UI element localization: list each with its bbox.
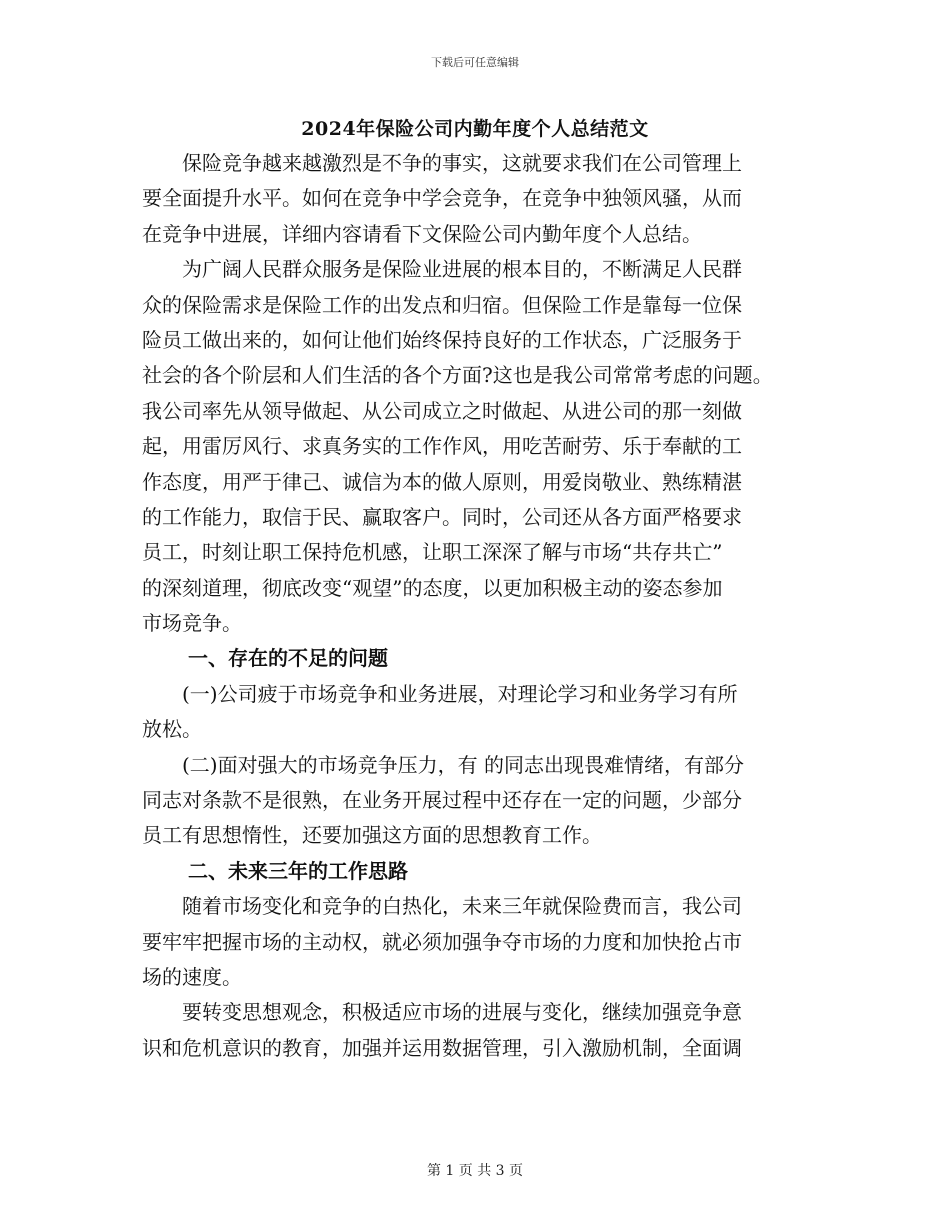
paragraph-line: 要全面提升水平。如何在竞争中学会竞争，在竞争中独领风骚，从而 <box>142 186 742 211</box>
page-header-note: 下载后可任意编辑 <box>431 56 519 69</box>
paragraph-line: 在竞争中进展，详细内容请看下文保险公司内勤年度个人总结。 <box>142 221 702 246</box>
paragraph-line: 识和危机意识的教育，加强并运用数据管理，引入激励机制，全面调 <box>142 1035 742 1060</box>
section-heading: 二、未来三年的工作思路 <box>188 858 408 883</box>
paragraph-line: 我公司率先从领导做起、从公司成立之时做起、从进公司的那一刻做 <box>142 398 742 423</box>
paragraph-line: 众的保险需求是保险工作的出发点和归宿。但保险工作是靠每一位保 <box>142 292 742 317</box>
paragraph-line: 的工作能力，取信于民、赢取客户。同时，公司还从各方面严格要求 <box>142 504 742 529</box>
section-heading: 一、存在的不足的问题 <box>188 646 388 671</box>
paragraph-line: 起，用雷厉风行、求真务实的工作作风，用吃苦耐劳、乐于奉献的工 <box>142 434 742 459</box>
paragraph-line: (一)公司疲于市场竞争和业务进展，对理论学习和业务学习有所 <box>182 681 738 706</box>
paragraph-line: 放松。 <box>142 717 202 742</box>
paragraph-line: 社会的各个阶层和人们生活的各个方面?这也是我公司常常考虑的问题。 <box>142 363 773 388</box>
paragraph-line: 为广阔人民群众服务是保险业进展的根本目的，不断满足人民群 <box>182 257 742 282</box>
paragraph-line: 随着市场变化和竞争的白热化，未来三年就保险费而言，我公司 <box>182 894 742 919</box>
paragraph-line: 险员工做出来的，如何让他们始终保持良好的工作状态，广泛服务于 <box>142 327 742 352</box>
paragraph-line: 要牢牢把握市场的主动权，就必须加强争夺市场的力度和加快抢占市 <box>142 929 742 954</box>
paragraph-line: 保险竞争越来越激烈是不争的事实，这就要求我们在公司管理上 <box>182 151 742 175</box>
paragraph-line: 场的速度。 <box>142 964 242 989</box>
document-title: 2024年保险公司内勤年度个人总结范文 <box>301 118 649 140</box>
paragraph-line: 要转变思想观念，积极适应市场的进展与变化，继续加强竞争意 <box>182 1000 742 1025</box>
paragraph-line: 市场竞争。 <box>142 611 242 636</box>
paragraph-line: 员工，时刻让职工保持危机感，让职工深深了解与市场“共存共亡” <box>142 540 723 565</box>
paragraph-line: 员工有思想惰性，还要加强这方面的思想教育工作。 <box>142 823 602 848</box>
paragraph-line: 作态度，用严于律己、诚信为本的做人原则，用爱岗敬业、熟练精湛 <box>142 469 742 494</box>
paragraph-line: 的深刻道理，彻底改变“观望”的态度，以更加积极主动的姿态参加 <box>142 575 723 600</box>
paragraph-line: 同志对条款不是很熟，在业务开展过程中还存在一定的问题，少部分 <box>142 788 742 813</box>
page-number-footer: 第 1 页 共 3 页 <box>426 1163 524 1179</box>
paragraph-line: (二)面对强大的市场竞争压力，有 的同志出现畏难情绪，有部分 <box>182 752 744 777</box>
document-body <box>142 146 822 1066</box>
